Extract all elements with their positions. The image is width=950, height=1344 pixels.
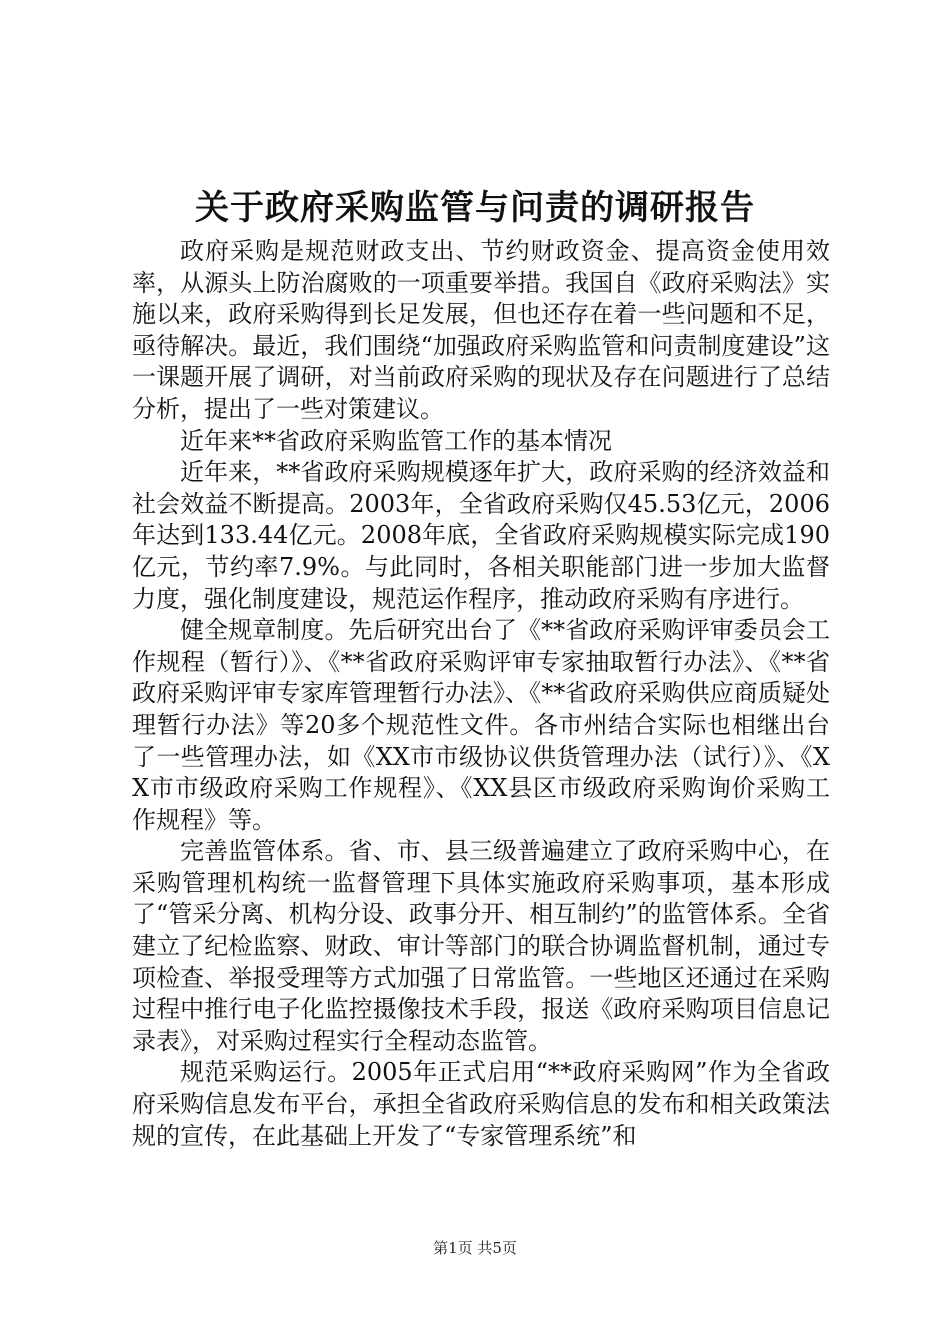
document-body [132, 236, 830, 1152]
paragraph-operation: 规范采购运行。2005年正式启用“**政府采购网”作为全省政府采购信息发布平台，承担全省政府采购信息的发布和相关政策法规的宣传，在此基础上开发了“专家管理系统”和 [132, 1058, 830, 1150]
section-heading: 近年来**省政府采购监管工作的基本情况 [180, 426, 612, 455]
document-title: 关于政府采购监管与问责的调研报告 [195, 188, 755, 228]
paragraph-overview: 近年来，**省政府采购规模逐年扩大，政府采购的经济效益和社会效益不断提高。2003年，全省政府采购仅45.53亿元，2006年达到133.44亿元。2008年底，全省政府采购规模实际完成190亿元，节约率7.9%。与此同时，各相关职能部门进一步加大监督力度，强化制度建设，规范运作程序，推动政府采购有序进行。 [132, 458, 830, 613]
page-number-footer: 第1页 共5页 [433, 1239, 517, 1257]
paragraph-intro: 政府采购是规范财政支出、节约财政资金、提高资金使用效率，从源头上防治腐败的一项重要举措。我国自《政府采购法》实施以来，政府采购得到长足发展，但也还存在着一些问题和不足，亟待解决。最近，我们围绕“加强政府采购监管和问责制度建设”这一课题开展了调研，对当前政府采购的现状及存在问题进行了总结分析，提出了一些对策建议。 [132, 237, 830, 423]
paragraph-regulations: 健全规章制度。先后研究出台了《**省政府采购评审委员会工作规程（暂行）》、《**省政府采购评审专家抽取暂行办法》、《**省政府采购评审专家库管理暂行办法》、《**省政府采购供应商质疑处理暂行办法》等20多个规范性文件。各市州结合实际也相继出台了一些管理办法，如《XX市市级协议供货管理办法（试行）》、《XX市市级政府采购工作规程》、《XX县区市级政府采购询价采购工作规程》等。 [132, 616, 830, 834]
paragraph-supervision: 完善监管体系。省、市、县三级普遍建立了政府采购中心，在采购管理机构统一监督管理下具体实施政府采购事项，基本形成了“管采分离、机构分设、政事分开、相互制约”的监管体系。全省建立了纪检监察、财政、审计等部门的联合协调监督机制，通过专项检查、举报受理等方式加强了日常监管。一些地区还通过在采购过程中推行电子化监控摄像技术手段，报送《政府采购项目信息记录表》，对采购过程实行全程动态监管。 [132, 837, 830, 1055]
